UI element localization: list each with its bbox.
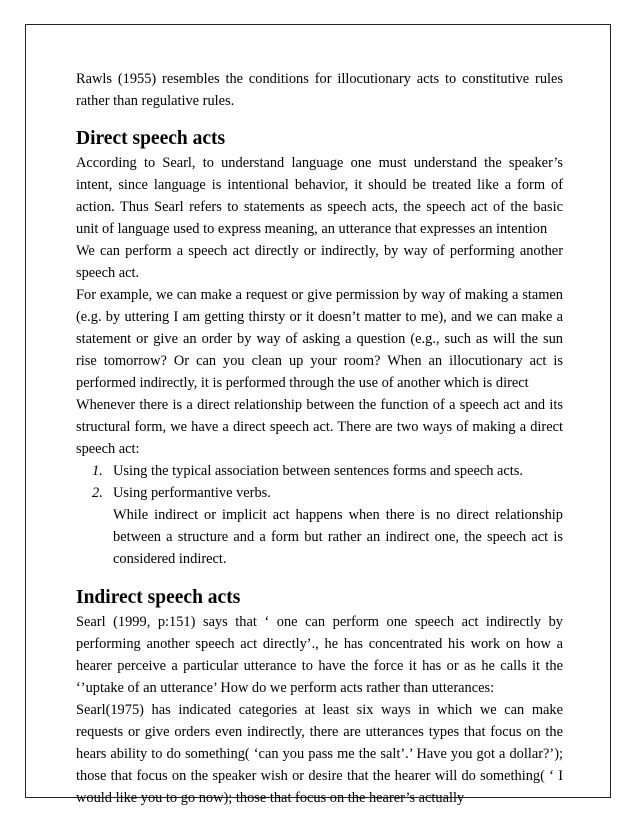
direct-paragraph-3: For example, we can make a request or give permission by way of making a stamen (e.g. by uttering I am getting thirsty or it doesn’t matter to me), and we can make a statement or give an order by way of asking a question (e.g., such as will the sun rise tomorrow? Or can you clean up your room? When an illocutionary act is performed indirectly, it is performed through the use of another which is direct	[76, 287, 563, 391]
document-body	[76, 68, 563, 809]
indirect-definition-paragraph: While indirect or implicit act happens when there is no direct relationship between a structure and a form but rather an indirect one, the speech act is considered indirect.	[113, 507, 563, 567]
direct-paragraph-2: We can perform a speech act directly or indirectly, by way of performing another speech act.	[76, 243, 563, 281]
list-item	[76, 460, 563, 482]
indirect-paragraph-1: Searl (1999, p:151) says that ‘ one can perform one speech act indirectly by performing another speech act directly’., he has concentrated his work on how a hearer perceive a particular utterance to have the force it has or as he calls it the ‘’uptake of an utterance’ How do we perform acts rather than utterances:	[76, 614, 563, 696]
heading-indirect-speech-acts: Indirect speech acts	[76, 587, 241, 608]
list-item-text: Using the typical association between sentences forms and speech acts.	[113, 463, 523, 479]
indirect-paragraph-2: Searl(1975) has indicated categories at least six ways in which we can make requests or give orders even indirectly, there are utterances types that focus on the hears ability to do something( ‘can you pass me the salt’.’ Have you got a dollar?’); those that focus on the speaker wish or desire that the hearer will do something( ‘ I would like you to go now); those that focus on the hearer’s actually	[76, 702, 563, 806]
list-item-text: Using performantive verbs.	[113, 485, 271, 501]
list-item-number: 2.	[92, 485, 103, 501]
direct-paragraph-4: Whenever there is a direct relationship between the function of a speech act and its structural form, we have a direct speech act. There are two ways of making a direct speech act:	[76, 397, 563, 457]
heading-direct-speech-acts: Direct speech acts	[76, 128, 226, 149]
intro-paragraph: Rawls (1955) resembles the conditions for illocutionary acts to constitutive rules rather than regulative rules.	[76, 71, 563, 109]
list-item-number: 1.	[92, 463, 103, 479]
direct-methods-list	[76, 460, 563, 504]
direct-paragraph-1: According to Searl, to understand language one must understand the speaker’s intent, since language is intentional behavior, it should be treated like a form of action. Thus Searl refers to statements as speech acts, the speech act of the basic unit of language used to express meaning, an utterance that expresses an intention	[76, 155, 563, 237]
list-item	[76, 482, 563, 504]
